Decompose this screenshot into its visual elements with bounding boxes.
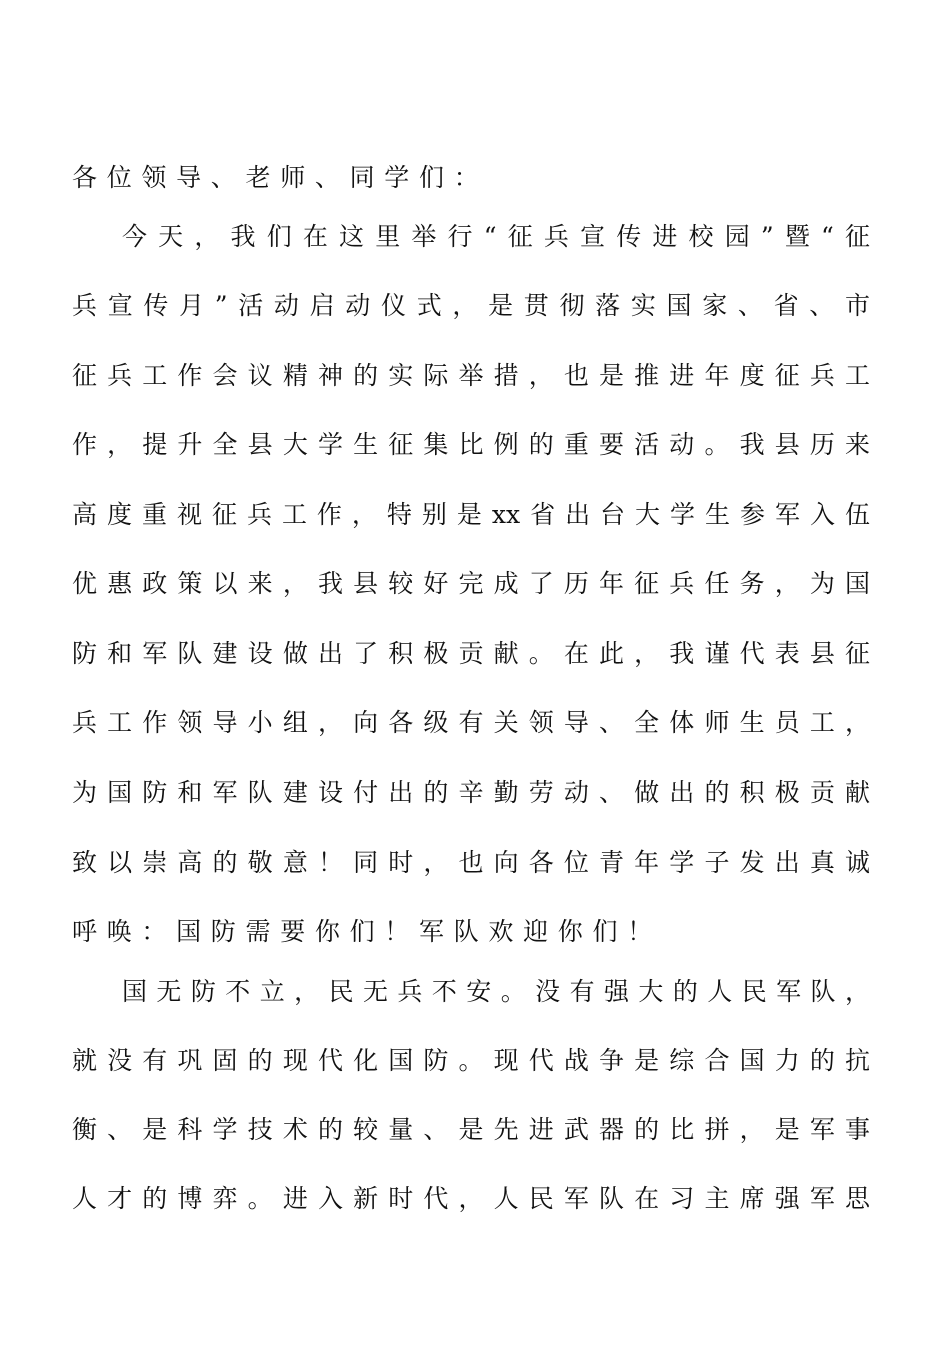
paragraph-line: 防和军队建设做出了积极贡献。在此，我谨代表县征: [72, 639, 870, 668]
paragraph-line: 优惠政策以来，我县较好完成了历年征兵任务，为国: [72, 569, 870, 598]
paragraph-line: 就没有巩固的现代化国防。现代战争是综合国力的抗: [72, 1046, 870, 1075]
paragraph-line: 兵工作领导小组，向各级有关领导、全体师生员工，: [72, 708, 870, 737]
paragraph-line: 衡、是科学技术的较量、是先进武器的比拼，是军事: [72, 1115, 870, 1144]
paragraph-line: 致以崇高的敬意！同时，也向各位青年学子发出真诚: [72, 848, 870, 877]
paragraph-line: 高度重视征兵工作，特别是xx省出台大学生参军入伍: [72, 500, 870, 529]
paragraph-line: 为国防和军队建设付出的辛勤劳动、做出的积极贡献: [72, 778, 870, 807]
paragraph-line: 呼唤：国防需要你们！军队欢迎你们！: [72, 917, 662, 946]
paragraph-line: 作，提升全县大学生征集比例的重要活动。我县历来: [72, 430, 870, 459]
paragraph-line: 人才的博弈。进入新时代，人民军队在习主席强军思: [72, 1184, 870, 1213]
paragraph-line: 国无防不立，民无兵不安。没有强大的人民军队，: [122, 977, 870, 1006]
paragraph-line: 兵宣传月”活动启动仪式，是贯彻落实国家、省、市: [72, 291, 870, 320]
salutation-line: 各位领导、老师、同学们：: [72, 163, 489, 192]
paragraph-line: 今天，我们在这里举行“征兵宣传进校园”暨“征: [122, 222, 870, 251]
paragraph-line: 征兵工作会议精神的实际举措，也是推进年度征兵工: [72, 361, 870, 390]
